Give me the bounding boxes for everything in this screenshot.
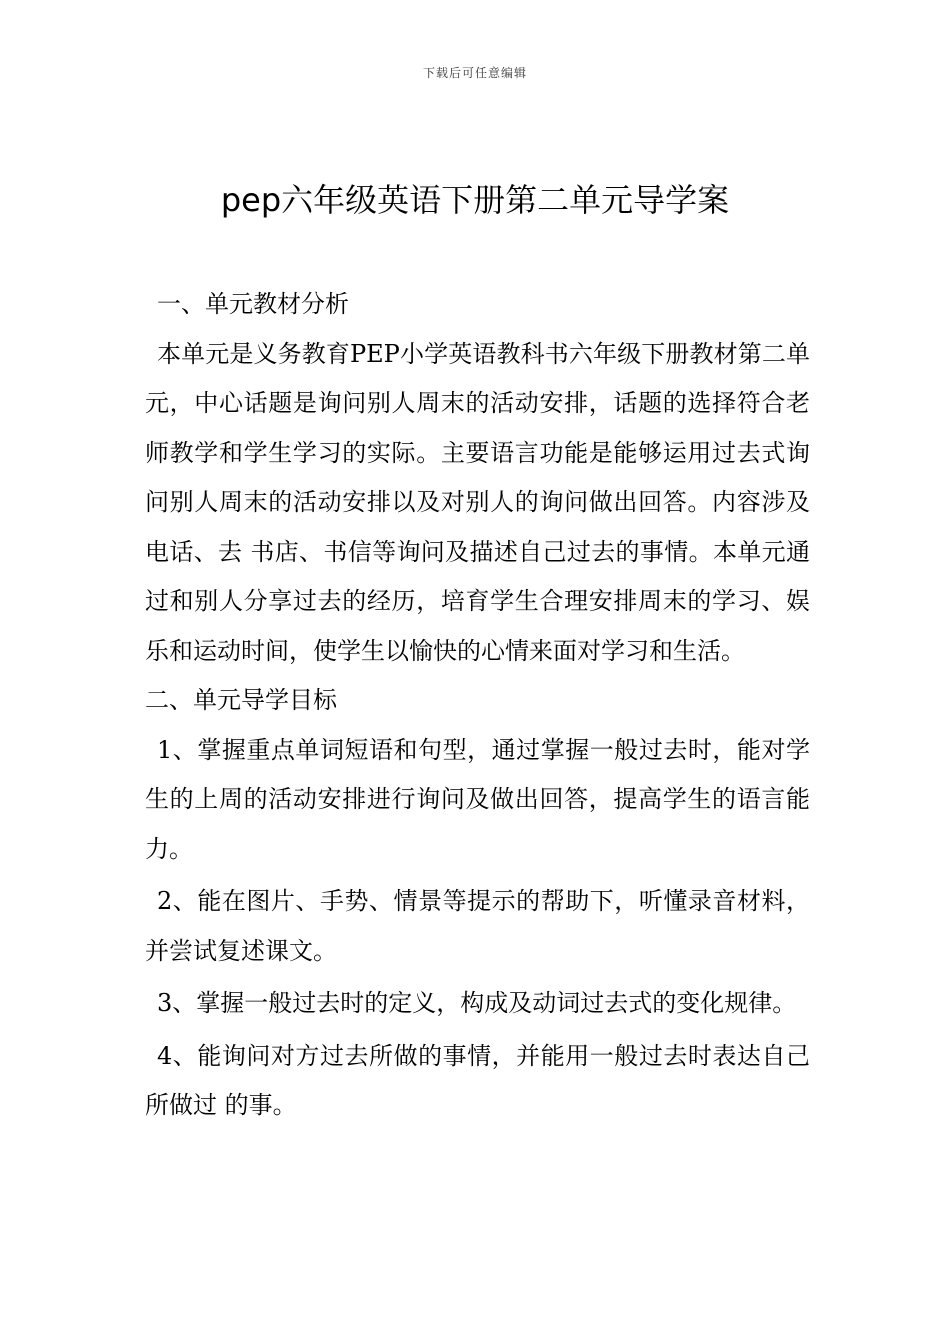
section1-heading: 一、单元教材分析 (157, 290, 349, 318)
goal-item: 4、能询问对方过去所做的事情，并能用一般过去时表达自己所做过 的事。 (145, 1041, 810, 1119)
document-title: pep六年级英语下册第二单元导学案 (220, 181, 730, 219)
goal-item: 2、能在图片、手势、情景等提示的帮助下，听懂录音材料，并尝试复述课文。 (145, 887, 810, 965)
goal-item: 3、掌握一般过去时的定义，构成及动词过去式的变化规律。 (157, 989, 797, 1017)
header-note: 下载后可任意编辑 (422, 66, 527, 80)
document-body (145, 280, 810, 1131)
goal-item: 1、掌握重点单词短语和句型，通过掌握一般过去时，能对学生的上周的活动安排进行询问及做出回答，提高学生的语言能力。 (145, 735, 810, 863)
section1-paragraph: 本单元是义务教育PEP小学英语教科书六年级下册教材第二单元，中心话题是询问别人周末的活动安排，话题的选择符合老师教学和学生学习的实际。主要语言功能是能够运用过去式询问别人周末的活动安排以及对别人的询问做出回答。内容涉及电话、去 书店、书信等询问及描述自己过去的事情。本单元通过和别人分享过去的经历，培育学生合理安排周末的学习、娱乐和运动时间，使学生以愉快的心情来面对学习和生活。 (145, 339, 810, 665)
section2-heading: 二、单元导学目标 (145, 686, 337, 714)
